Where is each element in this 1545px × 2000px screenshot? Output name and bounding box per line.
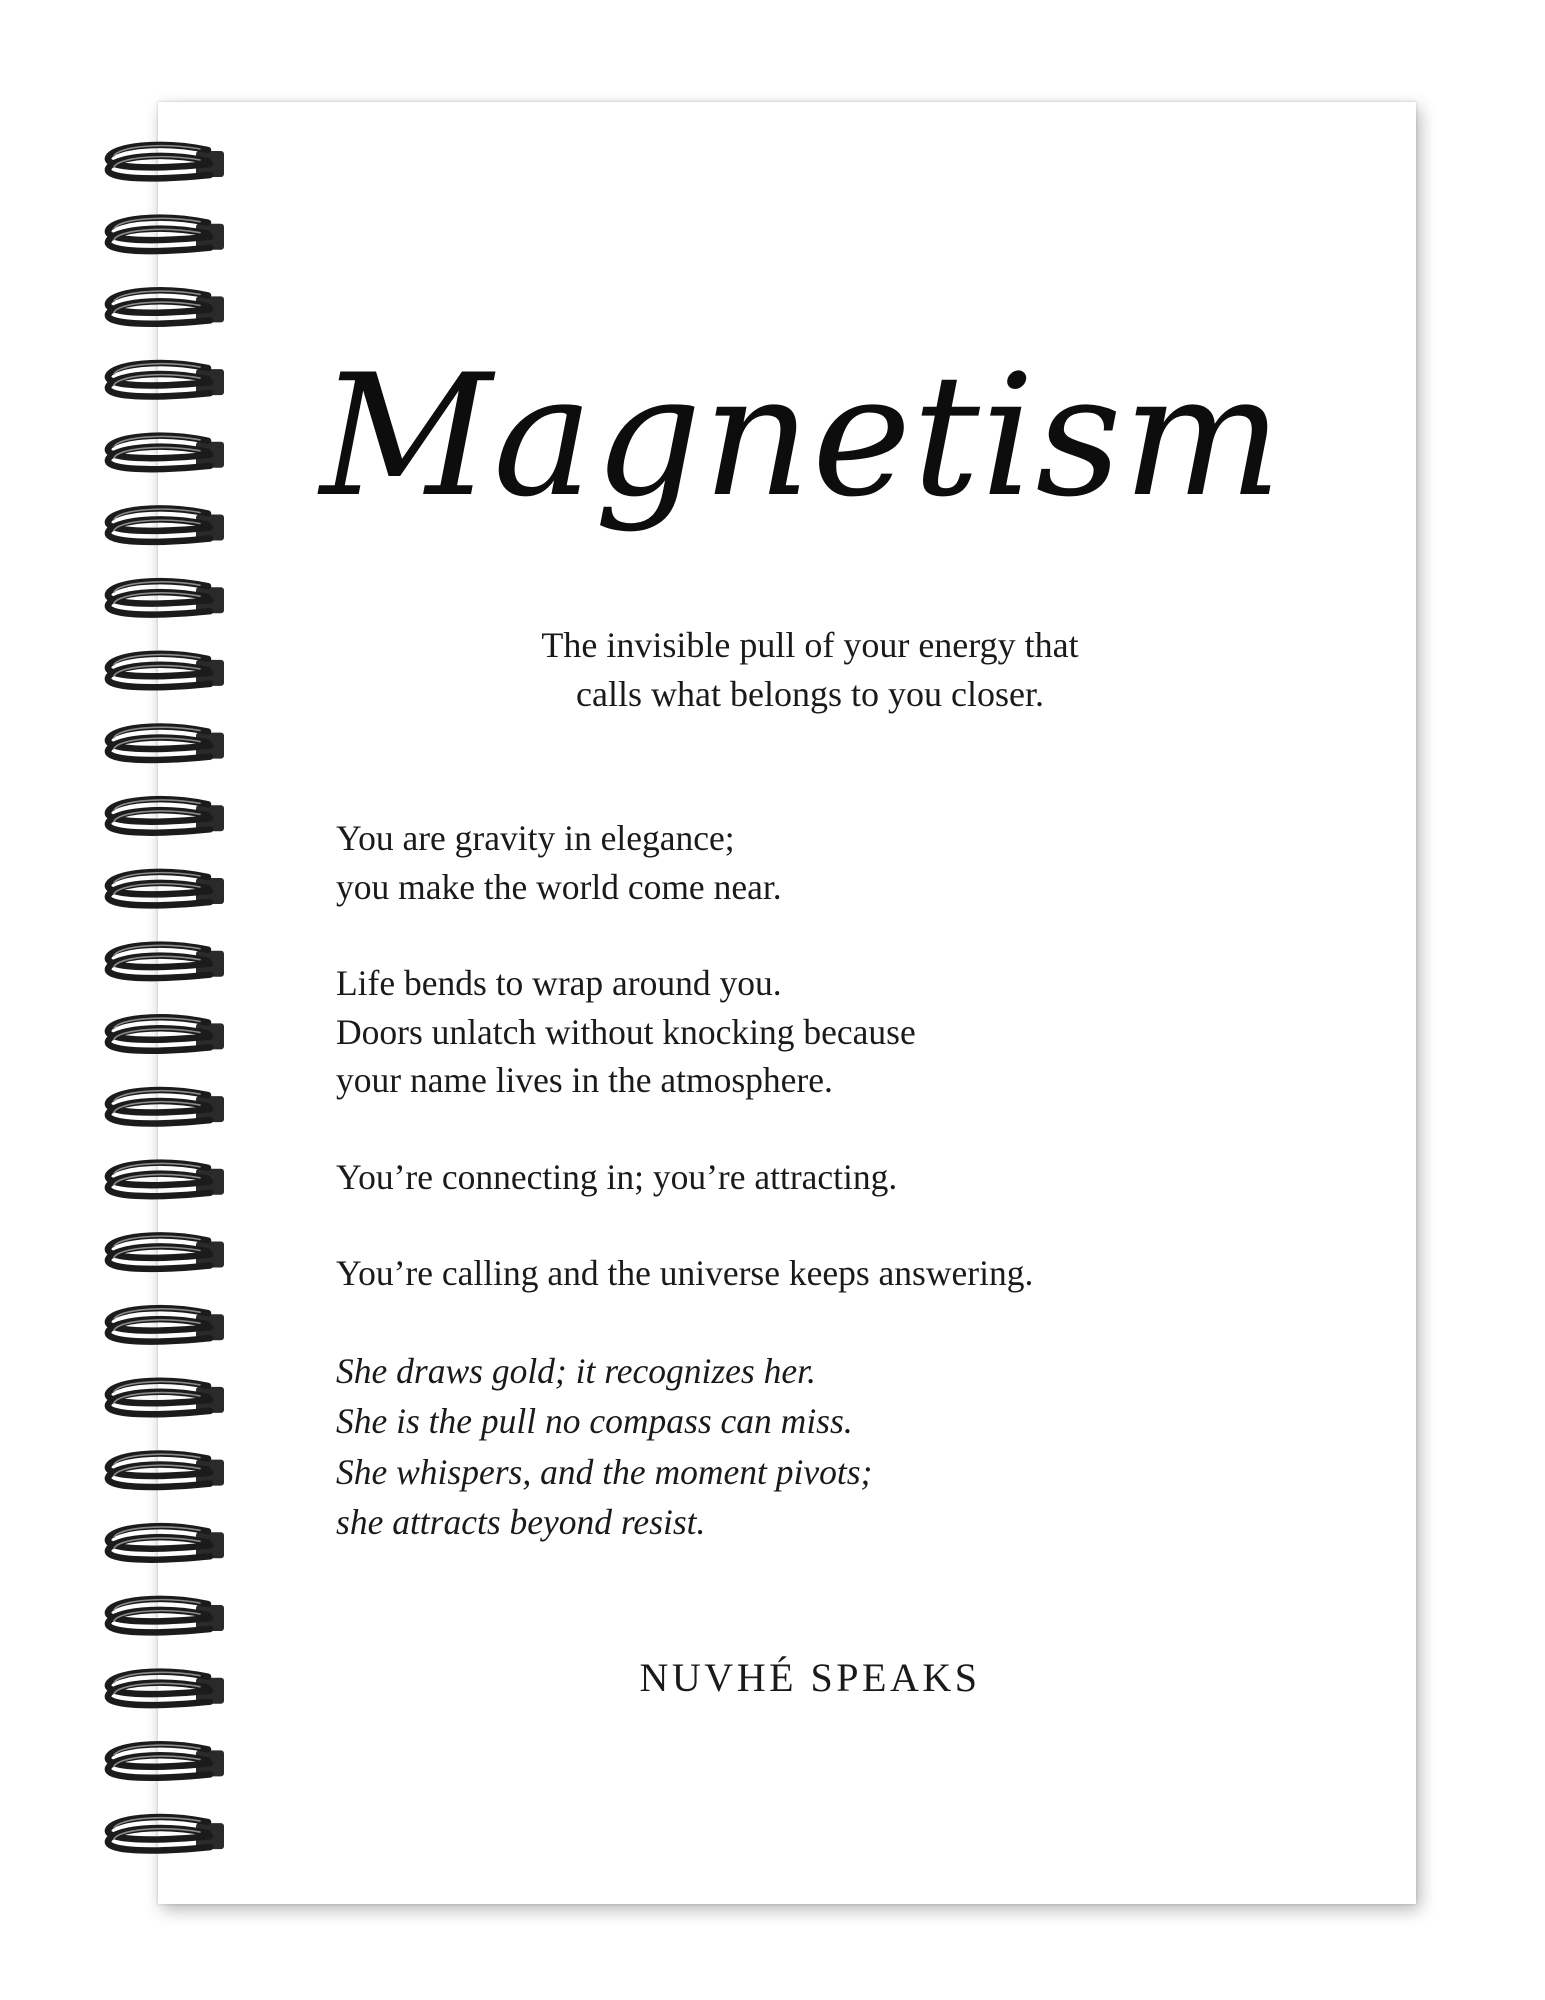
stanza [336,959,1236,1105]
poem-line: Life bends to wrap around you. [336,963,782,1003]
poem-line: She whispers, and the moment pivots; [336,1451,873,1492]
stanza [336,814,1236,911]
poem-line: She is the pull no compass can miss. [336,1401,853,1441]
poem-line: Doors unlatch without knocking because [336,1011,916,1052]
italic-stanza [336,1346,1236,1548]
poem-line: She draws gold; it recognizes her. [336,1350,816,1391]
poem-body [336,814,1236,1548]
poem-line: you make the world come near. [336,866,782,907]
subtitle-line: The invisible pull of your energy that [541,625,1079,665]
author-signature: NUVHÉ SPEAKS [639,1655,981,1700]
subtitle-line: calls what belongs to you closer. [576,674,1044,714]
poem-title: Magnetism [320,338,1284,534]
poem-line: You’re connecting in; you’re attracting. [336,1156,898,1197]
poem-subtitle [380,621,1240,719]
poem-line: You’re calling and the universe keeps answering. [336,1253,1034,1293]
poem-line: your name lives in the atmosphere. [336,1060,833,1100]
stanza [336,1249,1236,1298]
stanza [336,1153,1236,1202]
poem-line: she attracts beyond resist. [336,1502,706,1542]
poem-line: You are gravity in elegance; [336,818,735,858]
